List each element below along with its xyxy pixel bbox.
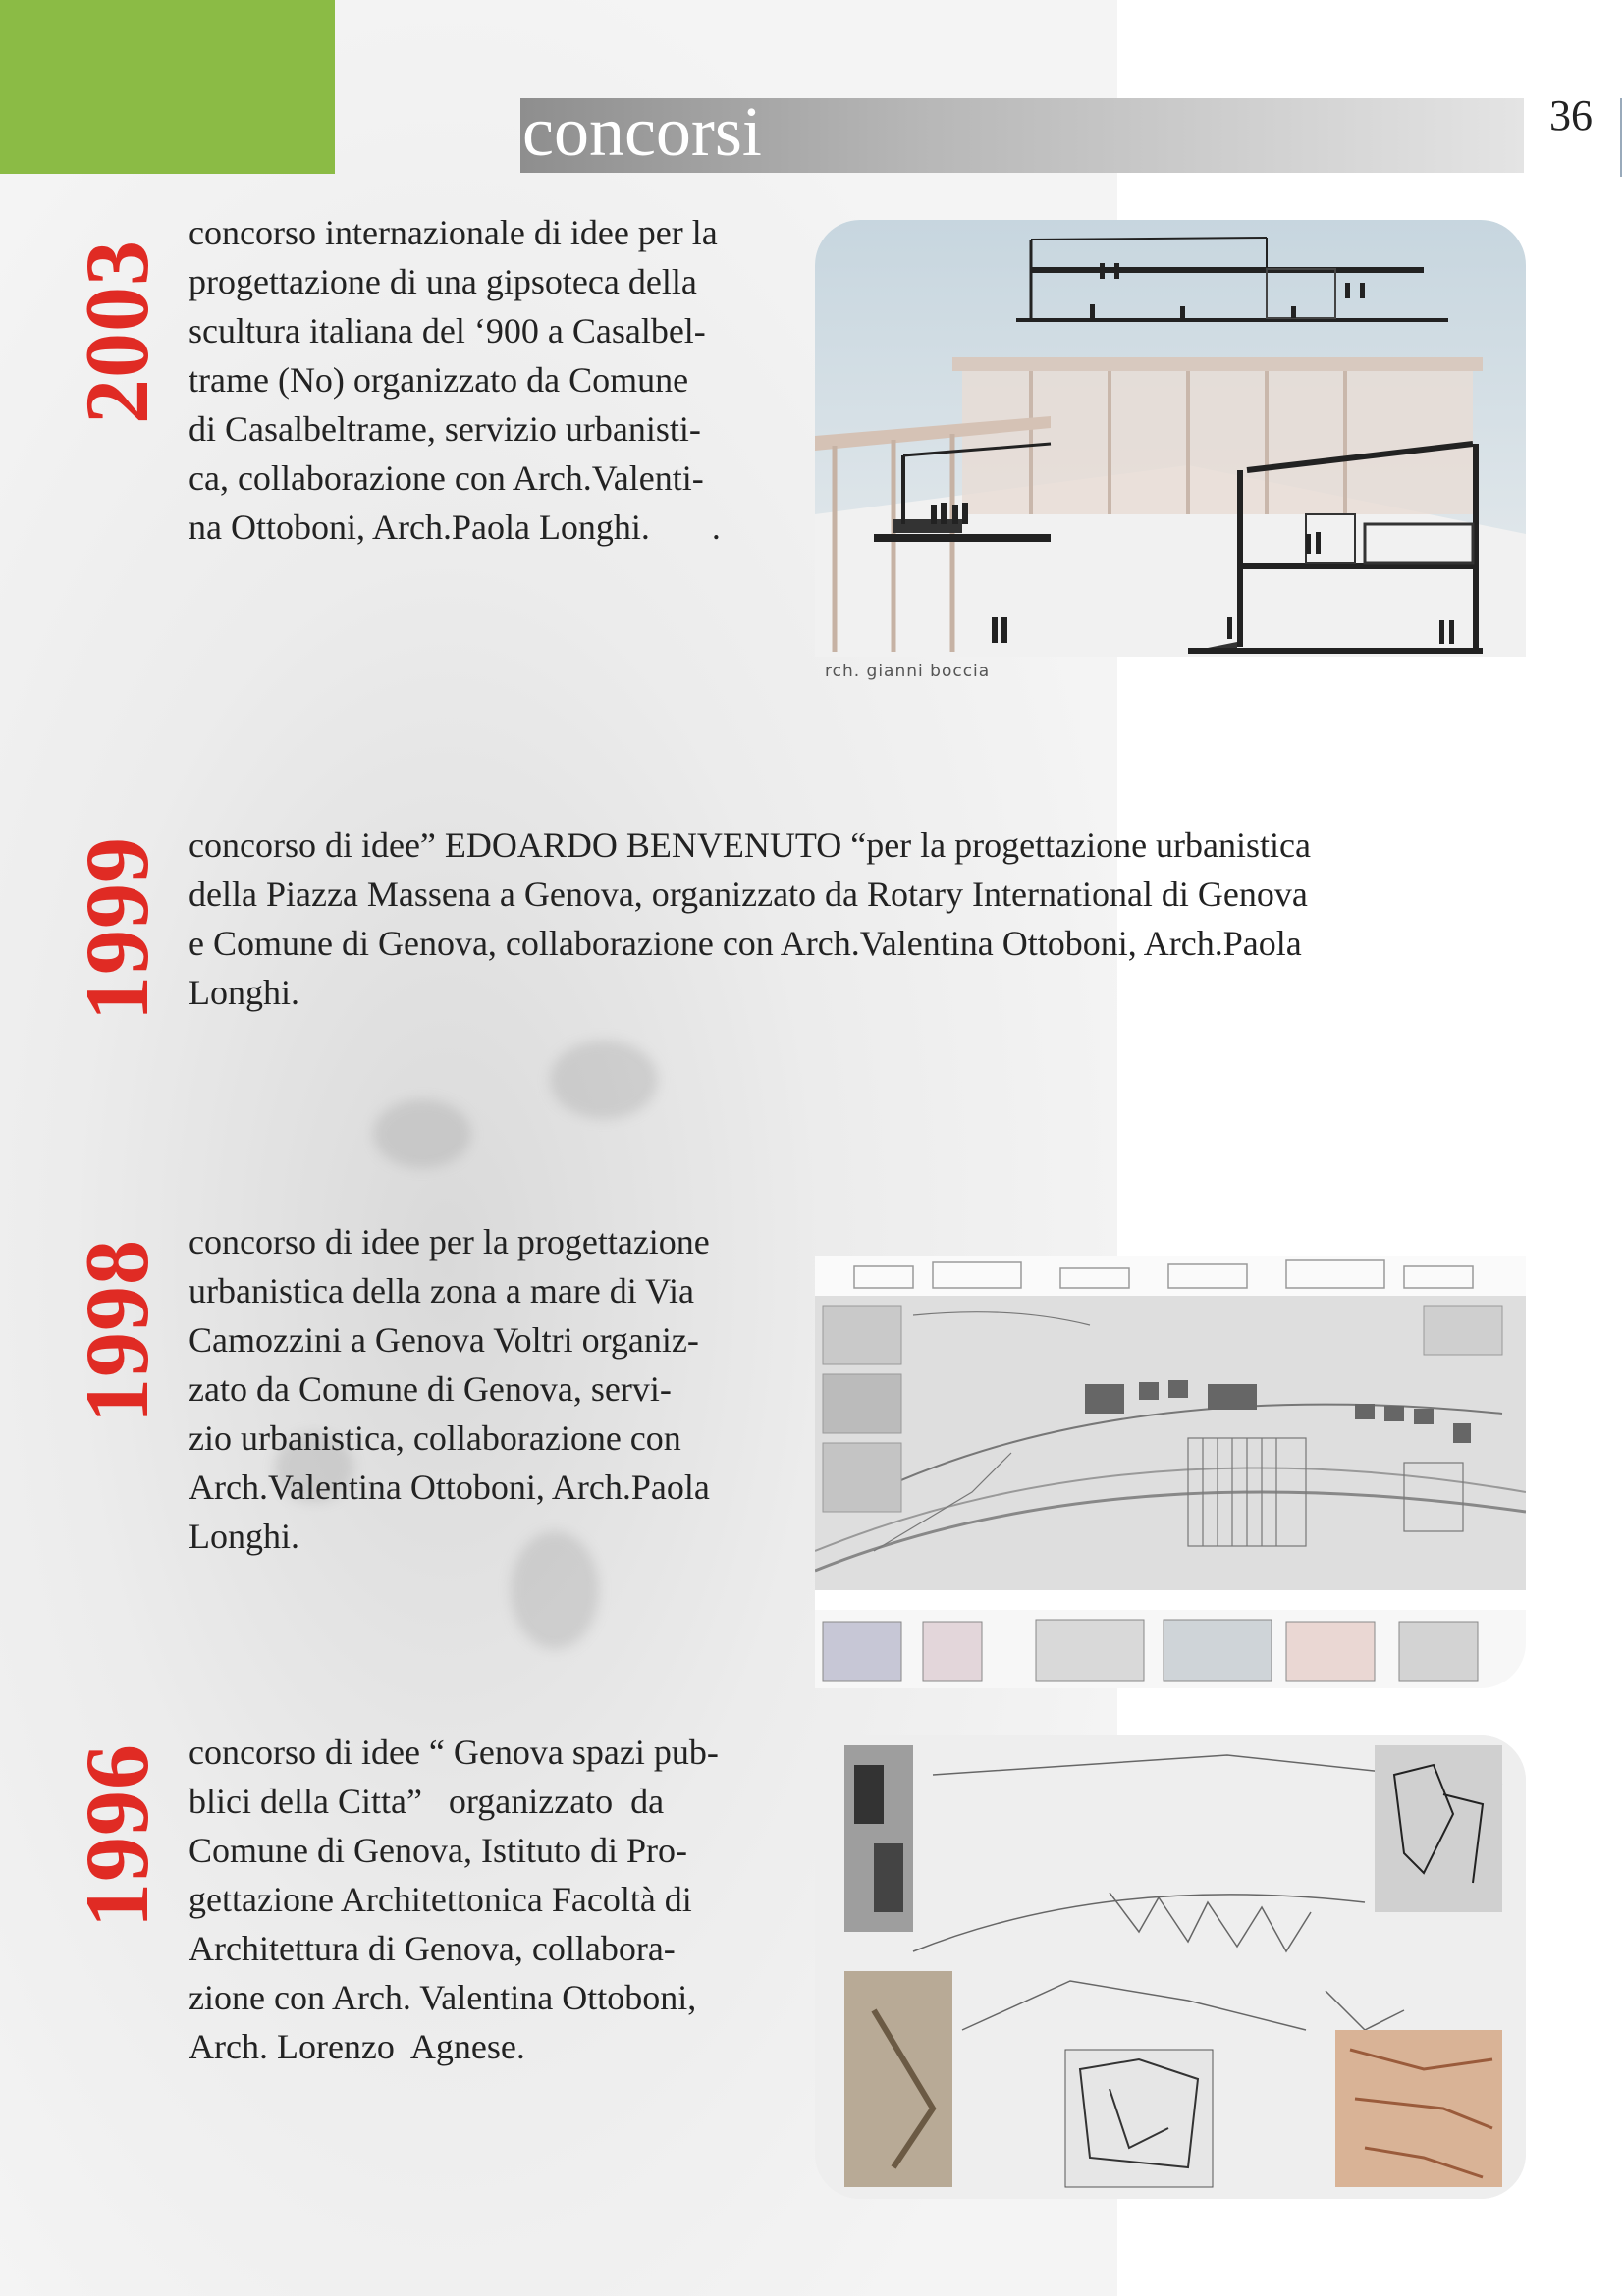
entry-line: della Piazza Massena a Genova, organizzato da Rotary International di Genova [189, 875, 1308, 914]
year-label: 1998 [67, 1239, 167, 1423]
entry-line: zato da Comune di Genova, servi- [189, 1369, 672, 1409]
project-image-voltri [815, 1256, 1526, 1688]
entry-line: Architettura di Genova, collabora- [189, 1929, 676, 1968]
entry-line: Comune di Genova, Istituto di Pro- [189, 1831, 687, 1870]
entry-line: ca, collaborazione con Arch.Valenti- [189, 458, 704, 498]
header-accent-block [0, 0, 335, 174]
entry-line: progettazione di una gipsoteca della [189, 262, 697, 301]
entry-line: concorso internazionale di idee per la [189, 213, 718, 252]
entry-line: Arch. Lorenzo Agnese. [189, 2027, 525, 2066]
image-caption: rch. gianni boccia [825, 662, 991, 681]
entry-line: Longhi. [189, 973, 299, 1012]
entry-line: zio urbanistica, collaborazione con [189, 1418, 681, 1458]
year-label: 1999 [67, 836, 167, 1021]
entry-text [189, 821, 1311, 1017]
background-shape [373, 1099, 471, 1168]
entry-line: concorso di idee “ Genova spazi pub- [189, 1733, 719, 1772]
section-title: concorsi [522, 92, 762, 171]
entry-line: trame (No) organizzato da Comune [189, 360, 689, 400]
entry-line: Longhi. [189, 1517, 299, 1556]
entry-line: concorso di idee per la progettazione [189, 1222, 710, 1261]
entry-line: scultura italiana del ‘900 a Casalbel- [189, 311, 706, 350]
entry-line: di Casalbeltrame, servizio urbanisti- [189, 409, 701, 449]
entry-text [189, 208, 721, 552]
year-label: 2003 [67, 240, 167, 424]
year-label: 1996 [67, 1743, 167, 1928]
urban-sketch-drawing [815, 1256, 1526, 1688]
entry-line: concorso di idee” EDOARDO BENVENUTO “per la progettazione urbanistica [189, 826, 1311, 865]
entry-text [189, 1217, 710, 1561]
sketch-collage-drawing [815, 1735, 1526, 2199]
project-image-gipsoteca [815, 220, 1526, 657]
background-shape [550, 1041, 658, 1119]
entry-line: zione con Arch. Valentina Ottoboni, [189, 1978, 697, 2017]
entry-line: e Comune di Genova, collaborazione con Arch.Valentina Ottoboni, Arch.Paola [189, 924, 1302, 963]
architecture-section-drawing [815, 220, 1526, 657]
project-image-spazi-pubblici [815, 1735, 1526, 2199]
entry-text [189, 1728, 719, 2071]
entry-line: blici della Citta” organizzato da [189, 1782, 665, 1821]
entry-line: Camozzini a Genova Voltri organiz- [189, 1320, 699, 1360]
entry-line: na Ottoboni, Arch.Paola Longhi. . [189, 507, 721, 547]
page-number: 36 [1549, 91, 1593, 139]
edge-line [1620, 98, 1622, 177]
entry-line: gettazione Architettonica Facoltà di [189, 1880, 692, 1919]
entry-line: urbanistica della zona a mare di Via [189, 1271, 694, 1310]
entry-line: Arch.Valentina Ottoboni, Arch.Paola [189, 1468, 710, 1507]
